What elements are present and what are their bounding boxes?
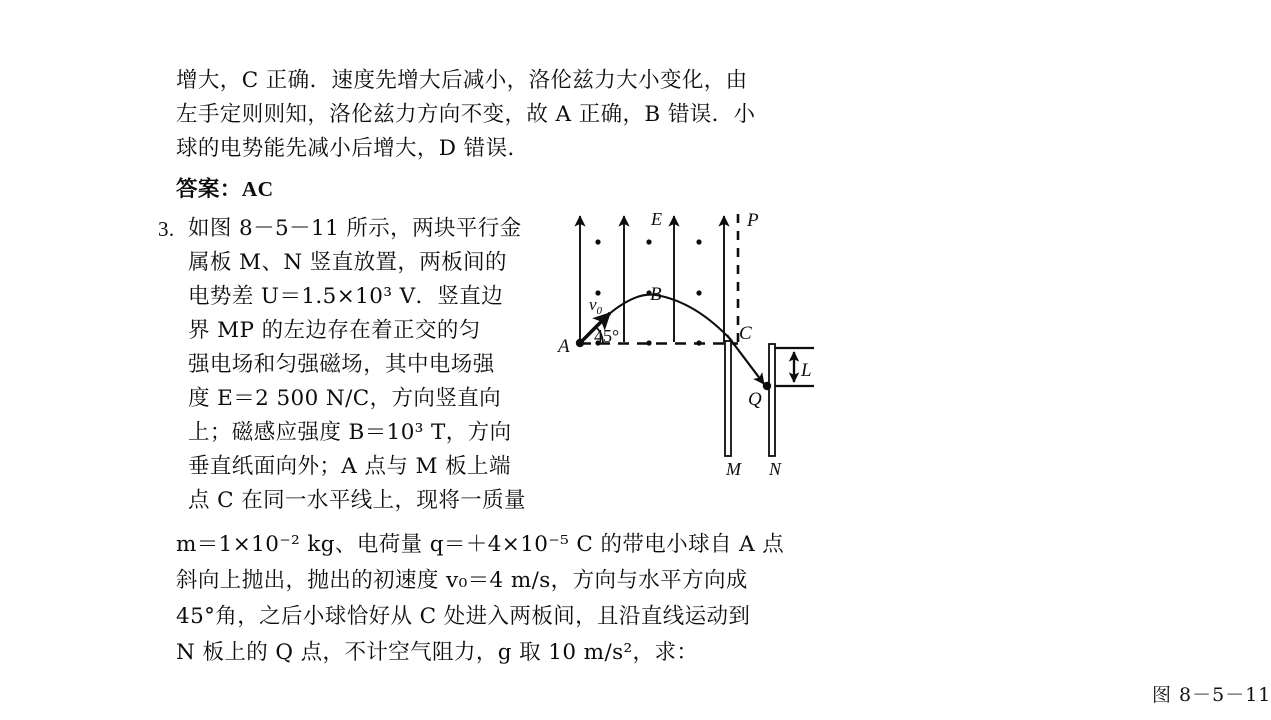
label-a: A bbox=[558, 336, 570, 357]
problem-line-8: 垂直纸面向外；A 点与 M 板上端 bbox=[188, 454, 511, 479]
label-c: C bbox=[739, 323, 752, 344]
problem-line-2: 属板 M、N 竖直放置，两板间的 bbox=[188, 250, 507, 275]
problem-line-6: 度 E＝2 500 N/C，方向竖直向 bbox=[188, 386, 502, 411]
problem-line-11: 斜向上抛出，抛出的初速度 v₀＝4 m/s，方向与水平方向成 bbox=[176, 568, 748, 593]
label-angle: 45° bbox=[594, 326, 620, 346]
b-dot bbox=[696, 239, 701, 244]
solution-line-1: 增大，C 正确．速度先增大后减小，洛伦兹力大小变化，由 bbox=[176, 68, 748, 93]
label-q: Q bbox=[748, 389, 762, 410]
problem-line-3: 电势差 U＝1.5×10³ V．竖直边 bbox=[188, 284, 504, 309]
problem-line-1: 如图 8－5－11 所示，两块平行金 bbox=[188, 216, 522, 241]
problem-number: 3. bbox=[158, 217, 175, 241]
problem-line-4: 界 MP 的左边存在着正交的匀 bbox=[188, 318, 481, 343]
plate-n bbox=[769, 344, 775, 456]
label-n: N bbox=[769, 459, 782, 479]
label-v0 bbox=[589, 295, 603, 317]
answer-line bbox=[176, 172, 274, 207]
problem-line-9: 点 C 在同一水平线上，现将一质量 bbox=[188, 488, 526, 513]
physics-figure bbox=[556, 202, 1271, 706]
point-a-marker bbox=[576, 339, 584, 347]
plate-m bbox=[725, 341, 731, 456]
label-l: L bbox=[801, 360, 812, 381]
label-v0-sub: 0 bbox=[596, 305, 603, 317]
b-dot bbox=[696, 290, 701, 295]
problem-text-wide-column bbox=[176, 528, 826, 672]
problem-line-10: m＝1×10⁻² kg、电荷量 q＝＋4×10⁻⁵ C 的带电小球自 A 点 bbox=[176, 532, 785, 557]
solution-line-2: 左手定则则知，洛伦兹力方向不变，故 A 正确，B 错误．小 bbox=[176, 102, 756, 127]
label-e: E bbox=[651, 209, 662, 229]
figure-caption: 图 8－5－11 bbox=[1152, 684, 1271, 706]
problem-line-13: N 板上的 Q 点，不计空气阻力，g 取 10 m/s²，求： bbox=[176, 640, 699, 665]
problem-line-12: 45°角，之后小球恰好从 C 处进入两板间，且沿直线运动到 bbox=[176, 604, 751, 629]
answer-value: AC bbox=[241, 177, 274, 201]
problem-line-5: 强电场和匀强磁场，其中电场强 bbox=[188, 352, 495, 377]
problem-line-7: 上；磁感应强度 B＝10³ T，方向 bbox=[188, 420, 512, 445]
label-b: B bbox=[650, 284, 662, 305]
solution-paragraph bbox=[176, 64, 796, 166]
label-p: P bbox=[747, 210, 759, 231]
b-dot bbox=[646, 239, 651, 244]
b-dot bbox=[595, 239, 600, 244]
problem-text-narrow-column bbox=[188, 212, 548, 518]
label-m: M bbox=[726, 459, 741, 479]
point-q-marker bbox=[763, 382, 771, 390]
answer-label: 答案： bbox=[176, 177, 242, 202]
solution-line-3: 球的电势能先减小后增大，D 错误． bbox=[176, 136, 530, 161]
figure-drawing bbox=[556, 202, 842, 502]
label-v0-base: v bbox=[589, 295, 597, 314]
